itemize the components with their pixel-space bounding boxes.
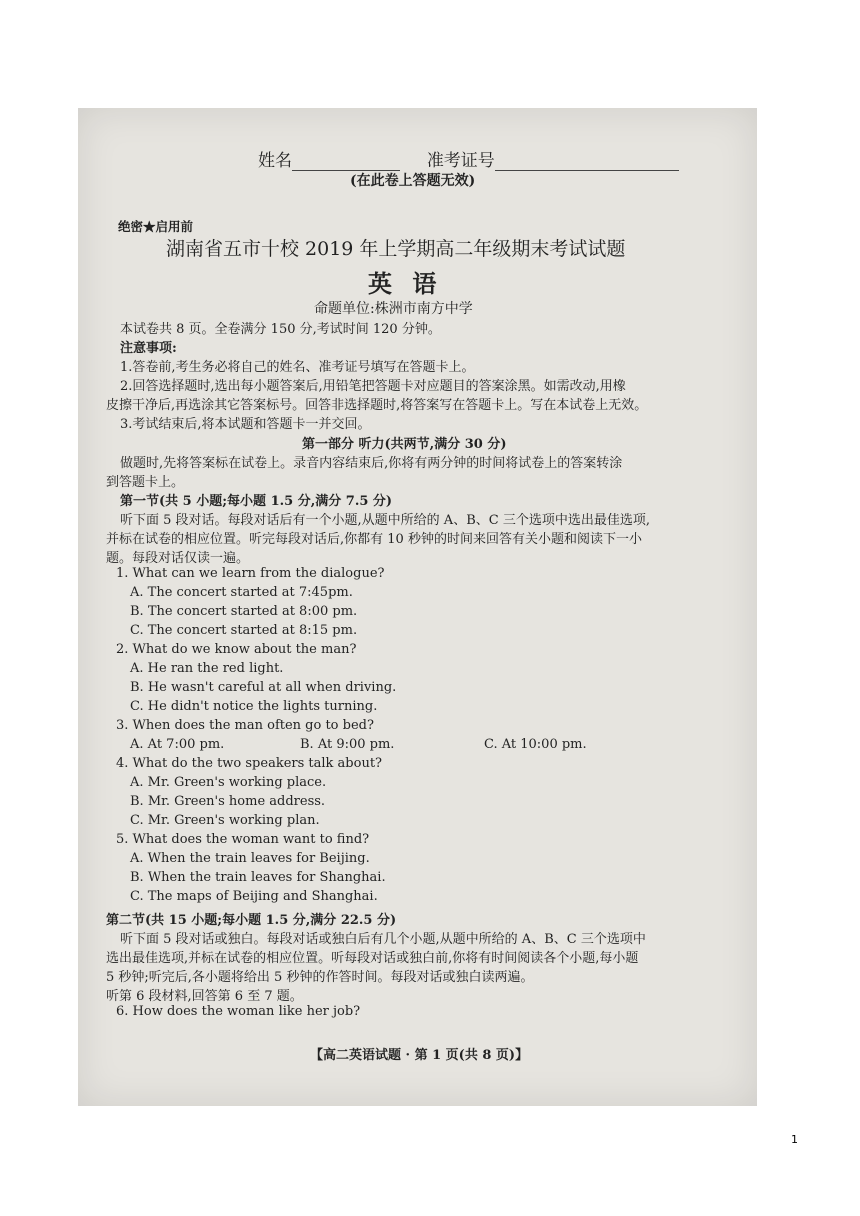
name-blank bbox=[292, 156, 400, 171]
part1-intro-1: 做题时,先将答案标在试卷上。录音内容结束后,你将有两分钟的时间将试卷上的答案转涂 bbox=[120, 456, 623, 471]
section2-material: 听第 6 段材料,回答第 6 至 7 题。 bbox=[106, 989, 303, 1004]
q4-option-c: C. Mr. Green's working plan. bbox=[130, 813, 320, 828]
intro-line: 本试卷共 8 页。全卷满分 150 分,考试时间 120 分钟。 bbox=[120, 322, 441, 337]
scanned-exam-page bbox=[78, 108, 757, 1106]
note-3: 3.考试结束后,将本试题和答题卡一并交回。 bbox=[120, 417, 371, 432]
section1-heading: 第一节(共 5 小题;每小题 1.5 分,满分 7.5 分) bbox=[120, 494, 393, 509]
section2-intro-3: 5 秒钟;听完后,各小题将给出 5 秒钟的作答时间。每段对话或独白读两遍。 bbox=[106, 970, 534, 985]
q1-option-a: A. The concert started at 7:45pm. bbox=[130, 585, 353, 600]
question-1: 1. What can we learn from the dialogue? bbox=[116, 566, 385, 581]
subject-title: 英 语 bbox=[368, 269, 443, 298]
name-field-row bbox=[258, 146, 679, 171]
exam-id-blank bbox=[495, 156, 679, 171]
q3-option-b: B. At 9:00 pm. bbox=[300, 737, 395, 752]
q2-option-b: B. He wasn't careful at all when driving. bbox=[130, 680, 397, 695]
q4-option-b: B. Mr. Green's home address. bbox=[130, 794, 326, 809]
q2-option-c: C. He didn't notice the lights turning. bbox=[130, 699, 378, 714]
q2-option-a: A. He ran the red light. bbox=[130, 661, 284, 676]
q5-option-a: A. When the train leaves for Beijing. bbox=[130, 851, 370, 866]
section1-intro-2: 并标在试卷的相应位置。听完每段对话后,你都有 10 秒钟的时间来回答有关小题和阅读下一小 bbox=[106, 532, 642, 547]
q4-option-a: A. Mr. Green's working place. bbox=[130, 775, 327, 790]
part1-intro-2: 到答题卡上。 bbox=[106, 475, 185, 490]
invalid-note: (在此卷上答题无效) bbox=[350, 173, 476, 189]
note-2-cont: 皮擦干净后,再选涂其它答案标号。回答非选择题时,将答案写在答题卡上。写在本试卷上无效。 bbox=[106, 398, 648, 413]
q5-option-b: B. When the train leaves for Shanghai. bbox=[130, 870, 386, 885]
section2-heading: 第二节(共 15 小题;每小题 1.5 分,满分 22.5 分) bbox=[106, 913, 397, 928]
section1-intro-3: 题。每段对话仅读一遍。 bbox=[106, 551, 250, 566]
question-3: 3. When does the man often go to bed? bbox=[116, 718, 374, 733]
exam-id-label: 准考证号 bbox=[426, 151, 495, 171]
secret-label: 绝密★启用前 bbox=[118, 219, 194, 234]
page-footer: 【高二英语试题 · 第 1 页(共 8 页)】 bbox=[310, 1048, 529, 1063]
section2-intro-2: 选出最佳选项,并标在试卷的相应位置。听每段对话或独白前,你将有时间阅读各个小题,每小题 bbox=[106, 951, 639, 966]
exam-title: 湖南省五市十校 2019 年上学期高二年级期末考试试题 bbox=[166, 238, 626, 260]
question-2: 2. What do we know about the man? bbox=[116, 642, 357, 657]
name-label: 姓名 bbox=[258, 151, 292, 171]
q1-option-c: C. The concert started at 8:15 pm. bbox=[130, 623, 358, 638]
q5-option-c: C. The maps of Beijing and Shanghai. bbox=[130, 889, 378, 904]
section1-intro-1: 听下面 5 段对话。每段对话后有一个小题,从题中所给的 A、B、C 三个选项中选出最佳选项, bbox=[120, 513, 650, 528]
q3-option-c: C. At 10:00 pm. bbox=[484, 737, 587, 752]
page-number: 1 bbox=[791, 1133, 798, 1146]
note-1: 1.答卷前,考生务必将自己的姓名、准考证号填写在答题卡上。 bbox=[120, 360, 475, 375]
q1-option-b: B. The concert started at 8:00 pm. bbox=[130, 604, 358, 619]
question-6: 6. How does the woman like her job? bbox=[116, 1004, 361, 1019]
section2-intro-1: 听下面 5 段对话或独白。每段对话或独白后有几个小题,从题中所给的 A、B、C 三个选项中 bbox=[120, 932, 646, 947]
note-2: 2.回答选择题时,选出每小题答案后,用铅笔把答题卡对应题目的答案涂黑。如需改动,用橡 bbox=[120, 379, 626, 394]
question-4: 4. What do the two speakers talk about? bbox=[116, 756, 383, 771]
question-5: 5. What does the woman want to find? bbox=[116, 832, 370, 847]
q3-option-a: A. At 7:00 pm. bbox=[130, 737, 225, 752]
notes-heading: 注意事项: bbox=[120, 341, 177, 356]
compiler-line: 命题单位:株洲市南方中学 bbox=[314, 301, 473, 317]
part1-heading: 第一部分 听力(共两节,满分 30 分) bbox=[302, 437, 507, 452]
